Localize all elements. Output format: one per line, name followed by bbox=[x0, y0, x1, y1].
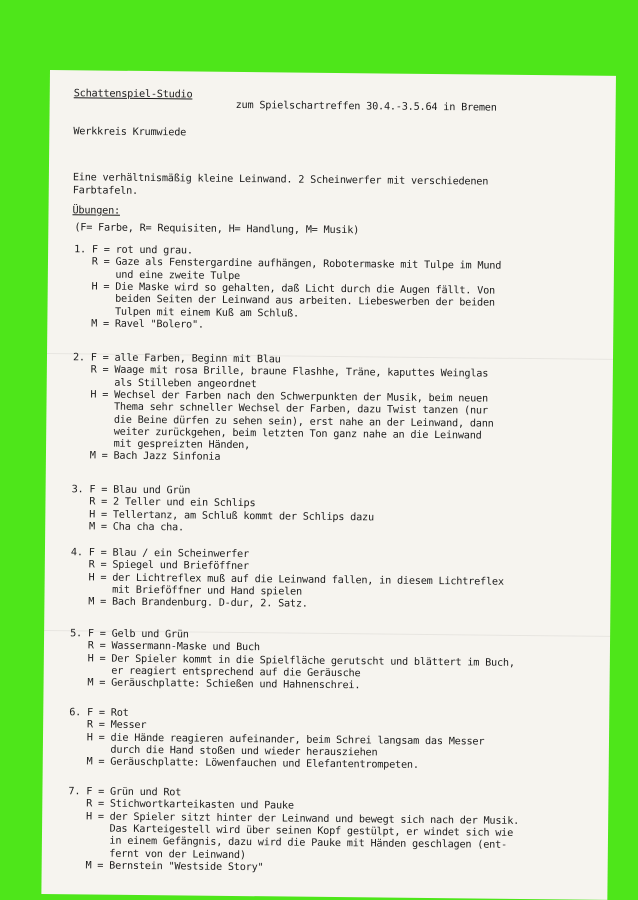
exercise-6-line-4: durch die Hand stoßen und wieder herausziehen bbox=[68, 744, 378, 759]
exercise-2-line-9: M = Bach Jazz Sinfonia bbox=[71, 450, 221, 464]
exercise-7-line-4: Das Karteigestell wird über seinen Kopf gestülpt, er windet sich wie bbox=[67, 823, 514, 839]
exercise-3-line-3: H = Tellertanz, am Schluß kommt der Schlips dazu bbox=[71, 508, 374, 524]
exercise-4-line-5: M = Bach Brandenburg. D-dur, 2. Satz. bbox=[70, 596, 308, 610]
studio-title: Schattenspiel-Studio bbox=[73, 88, 193, 101]
typed-document bbox=[41, 70, 616, 900]
exercise-3-line-2: R = 2 Teller und ein Schlips bbox=[71, 496, 256, 510]
exercise-1-line-7: M = Ravel "Bolero". bbox=[73, 318, 204, 331]
exercise-6-line-3: H = die Hände reagieren aufeinander, beim Schrei langsam das Messer bbox=[68, 731, 485, 748]
exercise-5-line-5: M = Geräuschplatte: Schießen und Hahnenschrei. bbox=[69, 677, 361, 692]
exercise-4-line-3: H = der Lichtreflex muß auf die Leinwand fallen, in diesem Lichtreflex bbox=[70, 571, 504, 588]
exercise-7-line-5: in einem Gefängnis, dazu wird die Pauke mit Händen geschlagen (ent- bbox=[67, 835, 508, 852]
exercise-1-line-2: R = Gaze als Fenstergardine aufhängen, Robotermaske mit Tulpe im Mund bbox=[73, 256, 502, 273]
exercise-2-line-6: die Beine dürfen zu sehen sein), erst nahe an der Leinwand, dann bbox=[72, 413, 494, 430]
exercise-2-line-1: 2. F = alle Farben, Beginn mit Blau bbox=[72, 352, 281, 366]
exercise-7-line-7: M = Bernstein "Westside Story" bbox=[67, 860, 264, 874]
exercise-4-line-4: mit Brieföffner und Hand spielen bbox=[70, 584, 303, 598]
exercise-7-line-2: R = Stichwortkarteikasten und Pauke bbox=[68, 798, 294, 812]
exercise-5-line-1: 5. F = Gelb und Grün bbox=[70, 628, 189, 641]
exercise-2-line-3: als Stilleben angeordnet bbox=[72, 376, 257, 390]
exercise-5-line-4: er reagiert entsprechend auf die Geräusche bbox=[69, 665, 361, 680]
exercises-heading: Übungen: bbox=[72, 205, 121, 217]
exercise-2-line-5: Thema sehr schneller Wechsel der Farben, dazu Twist tanzen (nur bbox=[72, 401, 488, 417]
exercise-5-line-3: H = Der Spieler kommt in die Spielfläche gerutscht und blättert im Buch, bbox=[69, 652, 515, 669]
event-line: zum Spielschartreffen 30.4.-3.5.64 in Bremen bbox=[235, 99, 497, 114]
exercise-1-line-6: Tulpen mit einem Kuß am Schluß. bbox=[73, 305, 300, 320]
exercise-2-line-2: R = Waage mit rosa Brille, braune Flashhe, Träne, kaputtes Weinglas bbox=[72, 364, 489, 380]
exercise-1-line-3: und eine zweite Tulpe bbox=[73, 268, 241, 282]
exercise-4-line-2: R = Spiegel und Brieföffner bbox=[70, 559, 249, 573]
legend: (F= Farbe, R= Requisiten, H= Handlung, M= Musik) bbox=[74, 222, 360, 237]
exercise-3-line-1: 3. F = Blau und Grün bbox=[71, 484, 191, 497]
exercise-6-line-5: M = Geräuschplatte: Löwenfauchen und Elefantentrompeten. bbox=[68, 756, 419, 772]
exercise-3-line-4: M = Cha cha cha. bbox=[71, 521, 185, 534]
exercise-6-line-2: R = Messer bbox=[69, 719, 147, 732]
intro-line-1: Eine verhältnismäßig kleine Leinwand. 2 Scheinwerfer mit verschiedenen bbox=[72, 172, 489, 188]
group-name: Werkkreis Krumwiede bbox=[73, 126, 187, 139]
exercise-5-line-2: R = Wassermann-Maske und Buch bbox=[69, 640, 260, 654]
exercise-4-line-1: 4. F = Blau / ein Scheinwerfer bbox=[70, 547, 250, 561]
exercise-6-line-1: 6. F = Rot bbox=[69, 707, 129, 719]
intro-line-2: Farbtafeln. bbox=[72, 185, 139, 197]
exercise-1-line-1: 1. F = rot und grau. bbox=[74, 244, 193, 257]
exercise-7-line-1: 7. F = Grün und Rot bbox=[68, 786, 182, 799]
exercise-1-line-4: H = Die Maske wird so gehalten, daß Licht durch die Augen fällt. Von bbox=[73, 281, 496, 297]
exercise-1-line-5: beiden Seiten der Leinwand aus arbeiten. Liebeswerben der beiden bbox=[73, 293, 495, 309]
exercise-2-line-8: mit gespreizten Händen, bbox=[72, 438, 251, 452]
exercise-2-line-4: H = Wechsel der Farben nach den Schwerpunkten der Musik, beim neuen bbox=[72, 389, 488, 405]
exercise-7-line-3: H = der Spieler sitzt hinter der Leinwand und bewegt sich nach der Musik. bbox=[68, 810, 520, 827]
exercise-2-line-7: weiter zurückgehen, beim letzten Ton ganz nahe an die Leinwand bbox=[72, 426, 482, 442]
exercise-7-line-6: fernt von der Leinwand) bbox=[67, 847, 246, 861]
